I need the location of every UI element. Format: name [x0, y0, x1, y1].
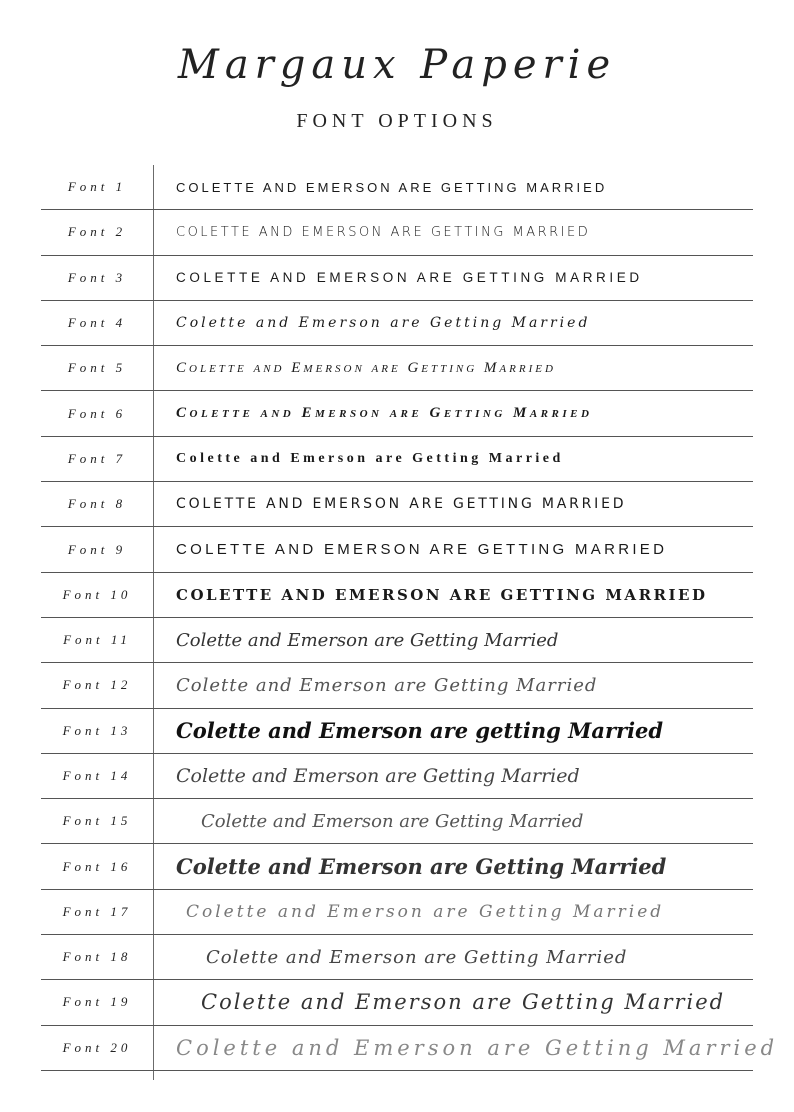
font-label: Font 2 — [67, 224, 127, 240]
brand-logo-text: Margaux Paperie — [177, 42, 617, 88]
font-label: Font 19 — [62, 994, 132, 1010]
font-row — [41, 890, 753, 935]
font-label: Font 12 — [62, 677, 132, 693]
font-sample: COLETTE AND EMERSON ARE GETTING MARRIED — [176, 496, 627, 513]
font-row — [41, 1026, 779, 1071]
font-label: Font 14 — [62, 768, 132, 783]
font-label: Font 17 — [62, 903, 132, 919]
font-row — [41, 573, 753, 618]
font-row — [41, 844, 753, 889]
font-label: Font 16 — [62, 858, 132, 874]
font-sample: COLETTE AND EMERSON ARE GETTING MARRIED — [176, 224, 591, 240]
font-sample: Colette and Emerson are Getting Married — [176, 674, 598, 696]
font-label: Font 3 — [67, 269, 127, 285]
font-sample: COLETTE AND EMERSON ARE GETTING MARRIED — [176, 179, 608, 195]
font-sample: Colette and Emerson are Getting Married — [201, 810, 584, 832]
font-row — [41, 391, 753, 436]
font-sample: COLETTE AND EMERSON ARE GETTING MARRIED — [176, 541, 668, 559]
font-row — [41, 256, 753, 301]
page-title: FONT OPTIONS — [296, 110, 498, 132]
font-label: Font 7 — [67, 450, 127, 466]
font-row — [41, 799, 753, 844]
font-label: Font 20 — [62, 1039, 132, 1055]
font-row — [41, 935, 753, 980]
font-sample: Colette and Emerson are Getting Married — [176, 405, 593, 422]
font-label: Font 10 — [62, 586, 132, 602]
font-sample: COLETTE AND EMERSON ARE GETTING MARRIED — [176, 585, 708, 604]
font-row — [41, 754, 753, 799]
font-sample: Colette and Emerson are Getting Married — [176, 1035, 779, 1060]
font-label: Font 15 — [62, 813, 132, 829]
font-row — [41, 618, 753, 663]
font-sample: Colette and Emerson are Getting Married — [176, 359, 556, 376]
font-label: Font 11 — [63, 632, 131, 648]
font-row — [41, 210, 753, 255]
font-row — [41, 709, 753, 754]
font-label: Font 9 — [67, 541, 127, 557]
font-label: Font 6 — [67, 405, 127, 421]
font-row — [41, 482, 753, 527]
font-sample: Colette and Emerson are Getting Married — [201, 990, 726, 1015]
font-sample: Colette and Emerson are Getting Married — [176, 854, 667, 880]
font-label: Font 13 — [62, 722, 132, 738]
font-row — [41, 165, 753, 210]
font-label: Font 4 — [67, 315, 127, 331]
font-label: Font 18 — [62, 949, 132, 965]
font-label: Font 8 — [67, 496, 127, 512]
font-options-table — [41, 165, 779, 1071]
font-row — [41, 346, 753, 391]
font-row — [41, 663, 753, 708]
font-row — [41, 980, 753, 1025]
font-sample: Colette and Emerson are Getting Married — [176, 315, 591, 332]
font-label: Font 5 — [67, 360, 127, 376]
font-sample: Colette and Emerson are Getting Married — [186, 901, 665, 922]
font-row — [41, 437, 753, 482]
font-row — [41, 301, 753, 346]
font-sample: Colette and Emerson are Getting Married — [206, 946, 628, 968]
font-row — [41, 527, 753, 572]
font-sample: Colette and Emerson are Getting Married — [176, 450, 564, 466]
font-sample: Colette and Emerson are Getting Married — [176, 629, 559, 651]
font-label: Font 1 — [67, 179, 127, 195]
font-sample: Colette and Emerson are Getting Married — [176, 765, 580, 787]
font-sample: Colette and Emerson are getting Married — [176, 718, 664, 744]
font-sample: COLETTE AND EMERSON ARE GETTING MARRIED — [176, 270, 643, 286]
